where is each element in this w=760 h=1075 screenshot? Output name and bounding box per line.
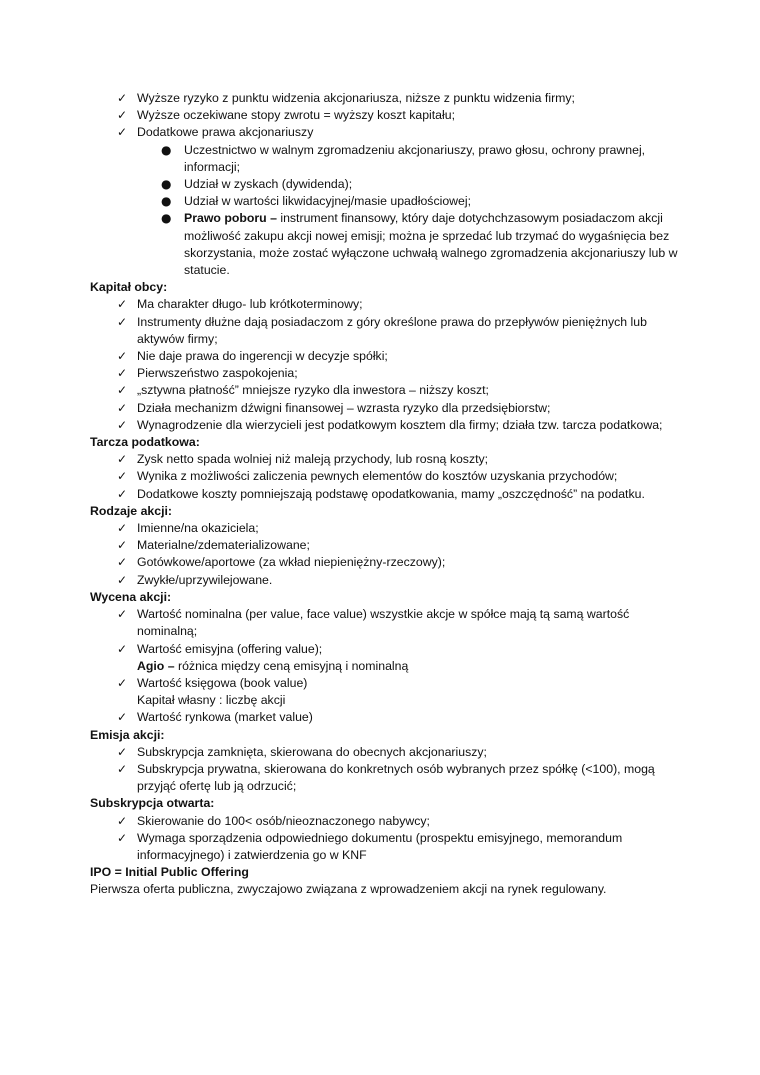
list-item: ✓ Subskrypcja zamknięta, skierowana do obecnych akcjonariuszy;	[90, 744, 690, 761]
list-item: ✓ Wynika z możliwości zaliczenia pewnych elementów do kosztów uzyskania przychodów;	[90, 468, 690, 485]
list-item: ✓ Pierwszeństwo zaspokojenia;	[90, 365, 690, 382]
bullet-icon: ●	[161, 177, 172, 192]
list-item: ✓ Dodatkowe koszty pomniejszają podstawę opodatkowania, mamy „oszczędność” na podatku.	[90, 486, 690, 503]
list-item: ✓ Gotówkowe/aportowe (za wkład niepieniężny-rzeczowy);	[90, 554, 690, 571]
check-icon: ✓	[117, 366, 128, 381]
sub-list-item: ● Udział w wartości likwidacyjnej/masie upadłościowej;	[90, 193, 690, 210]
section-heading: IPO = Initial Public Offering	[90, 865, 249, 880]
check-icon: ✓	[117, 452, 128, 467]
list-item: ✓ Wartość emisyjna (offering value);	[90, 641, 690, 658]
bullet-icon: ●	[161, 142, 172, 157]
check-icon: ✓	[117, 469, 128, 484]
section-heading: Emisja akcji:	[90, 727, 165, 742]
check-icon: ✓	[117, 710, 128, 725]
check-icon: ✓	[117, 108, 128, 123]
check-icon: ✓	[117, 91, 128, 105]
check-icon: ✓	[117, 297, 128, 312]
section-heading: Subskrypcja otwarta:	[90, 796, 215, 811]
check-icon: ✓	[117, 675, 128, 690]
list-item: ✓ Wynagrodzenie dla wierzycieli jest podatkowym kosztem dla firmy; działa tzw. tarcza podatkowa;	[90, 417, 690, 434]
list-item: ✓ Imienne/na okaziciela;	[90, 520, 690, 537]
check-icon: ✓	[117, 555, 128, 570]
check-icon: ✓	[117, 417, 128, 432]
bullet-icon: ●	[161, 194, 172, 209]
list-item: ✓ Wyższe oczekiwane stopy zwrotu = wyższy koszt kapitału;	[90, 107, 690, 124]
sub-list-item: ● Prawo poboru – instrument finansowy, który daje dotychchzasowym posiadaczom akcji możliwość zakupu akcji nowej emisji; można je sprzedać lub trzymać do wygaśnięcia bez skorzystania, może zostać wyłączone uchwałą walnego zgromadzenia akcjonariuszy lub w statucie.	[161, 211, 678, 278]
check-icon: ✓	[117, 314, 128, 329]
section-heading: Kapitał obcy:	[90, 280, 168, 295]
check-icon: ✓	[117, 572, 128, 587]
check-icon: ✓	[117, 607, 128, 622]
check-icon: ✓	[117, 383, 128, 398]
check-icon: ✓	[117, 641, 128, 656]
list-item: ✓ Skierowanie do 100< osób/nieoznaczonego nabywcy;	[90, 813, 690, 830]
list-item: ✓ Instrumenty dłużne dają posiadaczom z góry określone prawa do przepływów pieniężnych lub aktywów firmy;	[117, 314, 647, 346]
check-icon: ✓	[117, 830, 128, 845]
check-icon: ✓	[117, 761, 128, 776]
check-icon: ✓	[117, 400, 128, 415]
list-item-continuation: Kapitał własny : liczbę akcji	[137, 693, 286, 708]
section-heading: Wycena akcji:	[90, 589, 172, 604]
list-item: ✓ Wyższe ryzyko z punktu widzenia akcjonariusza, niższe z punktu widzenia firmy;	[90, 90, 690, 107]
sub-list-item: ● Uczestnictwo w walnym zgromadzeniu akcjonariuszy, prawo głosu, ochrony prawnej, informacji;	[161, 142, 646, 174]
sub-list-item: ● Udział w zyskach (dywidenda);	[90, 176, 690, 193]
check-icon: ✓	[117, 538, 128, 553]
check-icon: ✓	[117, 813, 128, 828]
check-icon: ✓	[117, 125, 128, 140]
check-icon: ✓	[117, 486, 128, 501]
check-icon: ✓	[117, 349, 128, 364]
document-body	[90, 90, 690, 899]
list-item: ✓ Wartość rynkowa (market value)	[90, 709, 690, 726]
list-item: ✓ Wartość księgowa (book value)	[90, 675, 690, 692]
list-item: ✓ Działa mechanizm dźwigni finansowej – wzrasta ryzyko dla przedsiębiorstw;	[90, 400, 690, 417]
list-item: ✓ Zysk netto spada wolniej niż maleją przychody, lub rosną koszty;	[90, 451, 690, 468]
list-item: ✓ Subskrypcja prywatna, skierowana do konkretnych osób wybranych przez spółkę (<100), mogą przyjąć ofertę lub ją odrzucić;	[117, 761, 655, 794]
check-icon: ✓	[117, 744, 128, 759]
list-item: ✓ Wartość nominalna (per value, face value) wszystkie akcje w spółce mają tą samą wartość nominalną;	[117, 607, 630, 639]
list-item: ✓ Materialne/zdematerializowane;	[90, 537, 690, 554]
list-item: ✓ Nie daje prawa do ingerencji w decyzje spółki;	[90, 348, 690, 365]
list-item: ✓ „sztywna płatność” mniejsze ryzyko dla inwestora – niższy koszt;	[90, 382, 690, 399]
list-item: ✓ Dodatkowe prawa akcjonariuszy	[90, 124, 690, 141]
list-item-continuation: Agio – różnica między ceną emisyjną i nominalną	[137, 658, 409, 673]
section-heading: Rodzaje akcji:	[90, 503, 173, 518]
bullet-icon: ●	[161, 211, 172, 226]
list-item: ✓ Ma charakter długo- lub krótkoterminowy;	[90, 296, 690, 313]
check-icon: ✓	[117, 521, 128, 536]
list-item: ✓ Wymaga sporządzenia odpowiedniego dokumentu (prospektu emisyjnego, memorandum informacyjnego) i zatwierdzenia go w KNF	[117, 830, 623, 862]
paragraph: Pierwsza oferta publiczna, zwyczajowo związana z wprowadzeniem akcji na rynek regulowany.	[90, 882, 607, 897]
list-item: ✓ Zwykłe/uprzywilejowane.	[90, 572, 690, 589]
section-heading: Tarcza podatkowa:	[90, 435, 200, 450]
